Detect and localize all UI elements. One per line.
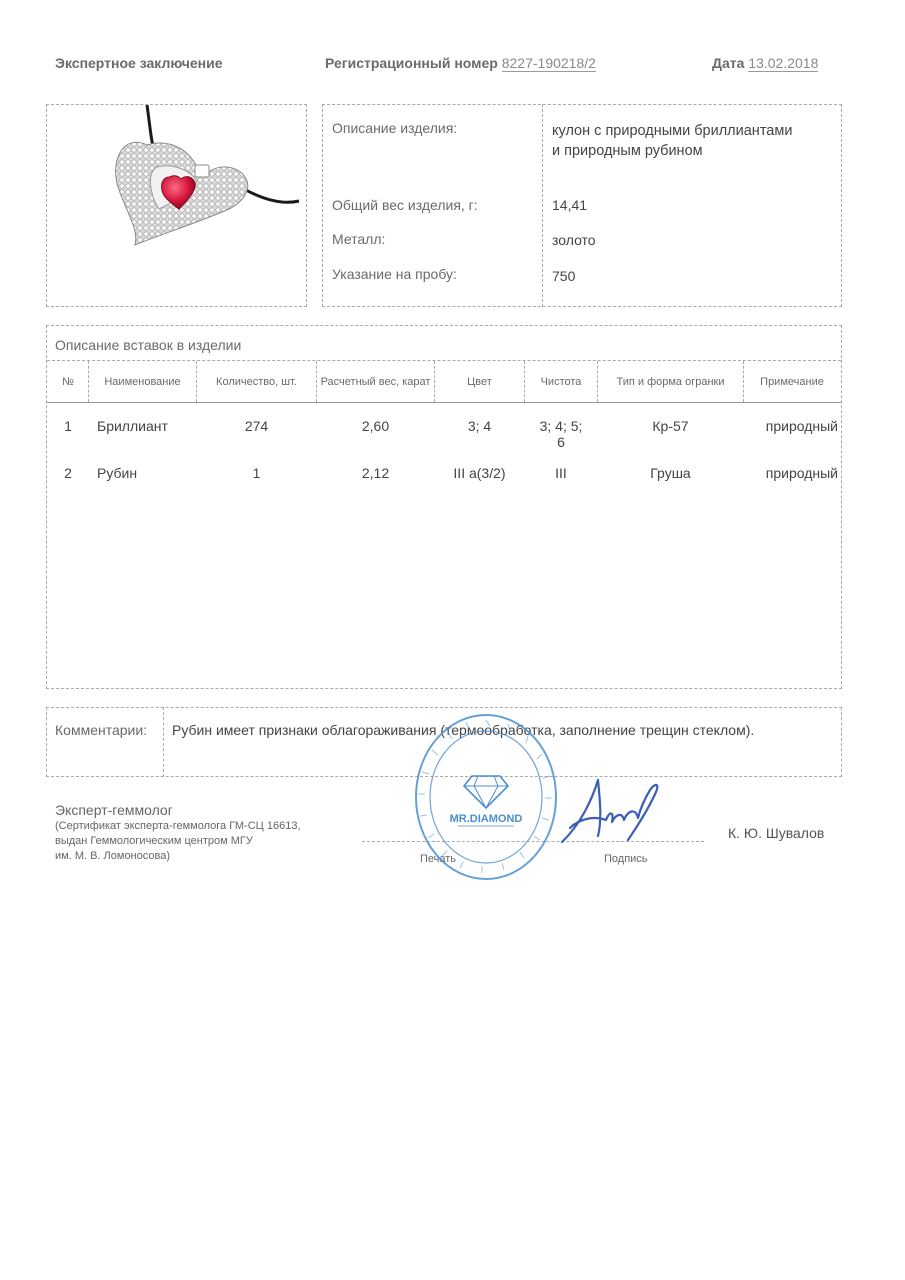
row2-weight: 2,12 (361, 465, 390, 481)
row1-color: 3; 4 (467, 418, 492, 434)
inserts-title-divider (47, 360, 841, 361)
item-info-divider (542, 104, 543, 307)
expert-name: К. Ю. Шувалов (728, 825, 825, 841)
metal-label: Металл: (332, 231, 386, 247)
document-title: Экспертное заключение (55, 55, 223, 71)
total-weight-value: 14,41 (552, 197, 588, 213)
stamp-logo-text: MR.DIAMOND (449, 813, 523, 825)
row1-clarity (525, 418, 597, 450)
col-header-no: № (62, 376, 74, 388)
row1-note: природный (765, 418, 838, 434)
date-block (712, 55, 818, 71)
col-header-clarity: Чистота (540, 376, 582, 388)
row2-cut: Груша (650, 465, 691, 481)
hallmark-value: 750 (552, 268, 576, 284)
row2-qty: 1 (252, 465, 261, 481)
total-weight-label: Общий вес изделия, г: (332, 197, 478, 213)
row2-clarity-line-1: III (555, 465, 567, 481)
row1-qty: 274 (244, 418, 269, 434)
col-header-qty: Количество, шт. (216, 376, 297, 388)
col-header-color: Цвет (467, 376, 492, 388)
expert-title: Эксперт-геммолог (55, 802, 173, 818)
diamond-logo-icon (464, 776, 508, 808)
hallmark-label: Указание на пробу: (332, 266, 457, 282)
signature-label: Подпись (604, 853, 648, 865)
col-header-weight: Расчетный вес, карат (320, 376, 431, 388)
product-photo-box (46, 104, 307, 307)
row1-name: Бриллиант (97, 418, 168, 434)
comments-divider (163, 707, 164, 777)
row2-color: III a(3/2) (453, 465, 506, 481)
description-line-1: кулон с природными бриллиантами (552, 123, 793, 139)
row2-clarity (525, 465, 597, 481)
row1-weight: 2,60 (361, 418, 390, 434)
row1-cut: Кр-57 (652, 418, 689, 434)
date-value: 13.02.2018 (748, 55, 819, 71)
certificate-line-1: (Сертификат эксперта-геммолога ГМ-СЦ 16613, (55, 820, 301, 832)
certificate-line-3: им. М. В. Ломоносова) (55, 850, 170, 862)
col-header-note: Примечание (760, 376, 824, 388)
row2-no: 2 (64, 465, 72, 481)
metal-value: золото (552, 232, 596, 248)
col-header-name: Наименование (104, 376, 181, 388)
date-label: Дата (712, 55, 745, 71)
pendant-photo (47, 105, 306, 306)
inserts-header-divider (47, 402, 841, 403)
inserts-title: Описание вставок в изделии (55, 337, 242, 353)
handwritten-signature (540, 770, 665, 850)
description-label: Описание изделия: (332, 120, 458, 136)
stamp-label: Печать (420, 853, 457, 865)
row1-no: 1 (64, 418, 72, 434)
description-value (552, 121, 792, 161)
comments-text: Рубин имеет признаки облагораживания (термообработка, заполнение трещин стеклом). (172, 722, 755, 738)
col-header-cut: Тип и форма огранки (616, 376, 725, 388)
stamp-seal (412, 712, 560, 882)
description-line-2: и природным рубином (552, 143, 703, 159)
row1-clarity-line-1: 3; 4; 5; (539, 418, 583, 434)
registration-number: 8227-190218/2 (501, 55, 596, 71)
registration-number-block (325, 55, 596, 71)
row1-clarity-line-2: 6 (557, 434, 565, 450)
expert-certificate (55, 819, 301, 864)
certificate-line-2: выдан Геммологическим центром МГУ (55, 835, 253, 847)
row2-note: природный (765, 465, 838, 481)
row2-name: Рубин (97, 465, 138, 481)
registration-label: Регистрационный номер (325, 55, 498, 71)
company-stamp (412, 712, 560, 882)
comments-label: Комментарии: (55, 722, 148, 738)
